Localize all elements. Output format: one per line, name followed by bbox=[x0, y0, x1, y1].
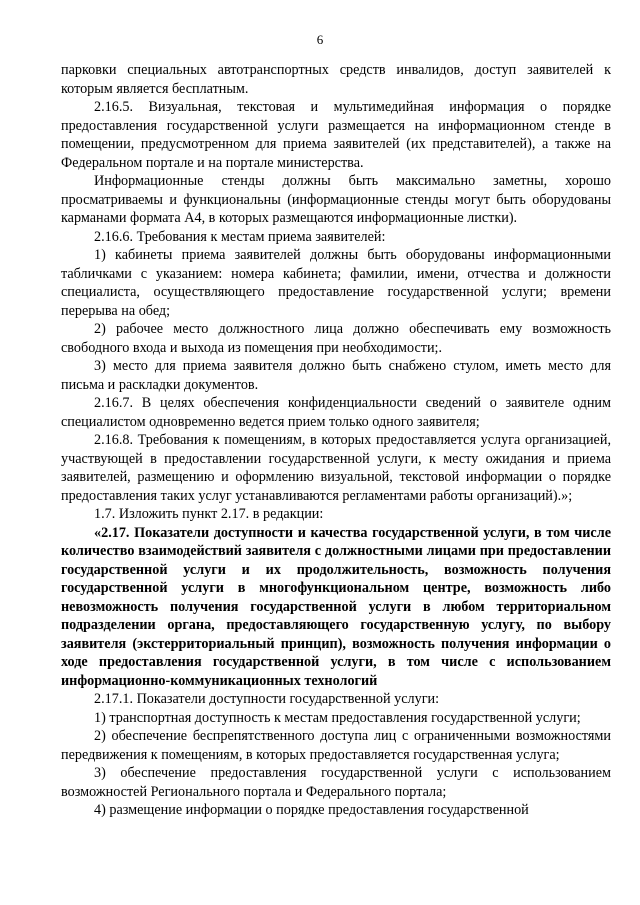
document-body bbox=[61, 61, 611, 820]
list-item-1-transport: 1) транспортная доступность к местам предоставления государственной услуги; bbox=[94, 709, 581, 726]
page-number: 6 bbox=[316, 32, 324, 47]
list-item-4-info: 4) размещение информации о порядке предоставления государственной bbox=[94, 802, 529, 818]
list-item-3-reception-place: 3) место для приема заявителя должно быть снабжено стулом, иметь место для письма и раскладки документов. bbox=[61, 358, 611, 393]
paragraph-parking: парковки специальных автотранспортных средств инвалидов, доступ заявителей к которым является бесплатным. bbox=[61, 62, 611, 97]
paragraph-1-7: 1.7. Изложить пункт 2.17. в редакции: bbox=[94, 506, 324, 522]
list-item-2-workplace: 2) рабочее место должностного лица должно обеспечивать ему возможность свободного входа и выхода из помещения при необходимости;. bbox=[61, 321, 611, 356]
list-item-1-cabinets: 1) кабинеты приема заявителей должны быть оборудованы информационными табличками с указанием: номера кабинета; фамилии, имени, отчества и должности специалиста, осуществляющего предоставление государственной услуги; времени перерыва на обед; bbox=[61, 247, 611, 319]
paragraph-2-16-5: 2.16.5. Визуальная, текстовая и мультимедийная информация о порядке предоставления государственной услуги размещается на информационном стенде в помещении, предусмотренном для приема заявителей (их представителей), а также на Федеральном портале и на портале министерства. bbox=[61, 99, 611, 171]
list-item-3-portals: 3) обеспечение предоставления государственной услуги с использованием возможностей Регионального портала и Федерального портала; bbox=[61, 765, 611, 800]
paragraph-info-stands: Информационные стенды должны быть максимально заметны, хорошо просматриваемы и функциональны (информационные стенды могут быть оборудованы карманами формата А4, в которых размещаются информационные листки). bbox=[61, 173, 611, 226]
section-heading-2-17: «2.17. Показатели доступности и качества государственной услуги, в том числе количество взаимодействий заявителя с должностными лицами при предоставлении государственной услуги и их продолжительность, возможность получения государственной услуги в многофункциональном центре, возможность либо невозможность получения государственной услуги в любом территориальном подразделении органа, предоставляющего государственную услугу, по выбору заявителя (экстерриториальный принцип), возможность получения информации о ходе предоставления государственной услуги, в том числе с использованием информационно-коммуникационных технологий bbox=[61, 524, 611, 689]
list-item-2-access: 2) обеспечение беспрепятственного доступа лиц с ограниченными возможностями передвижения к помещениям, в которых предоставляется государственная услуга; bbox=[61, 728, 611, 763]
paragraph-2-17-1: 2.17.1. Показатели доступности государственной услуги: bbox=[94, 691, 440, 707]
paragraph-2-16-7: 2.16.7. В целях обеспечения конфиденциальности сведений о заявителе одним специалистом одновременно ведется прием только одного заявителя; bbox=[61, 395, 611, 430]
paragraph-2-16-6: 2.16.6. Требования к местам приема заявителей: bbox=[94, 228, 386, 245]
paragraph-2-16-8: 2.16.8. Требования к помещениям, в которых предоставляется услуга организацией, участвующей в предоставлении государственной услуги, к месту ожидания и приема заявителей, размещению и оформлению визуальной, текстовой информации о порядке предоставления таких услуг устанавливаются регламентами работы организаций).»; bbox=[61, 432, 611, 504]
